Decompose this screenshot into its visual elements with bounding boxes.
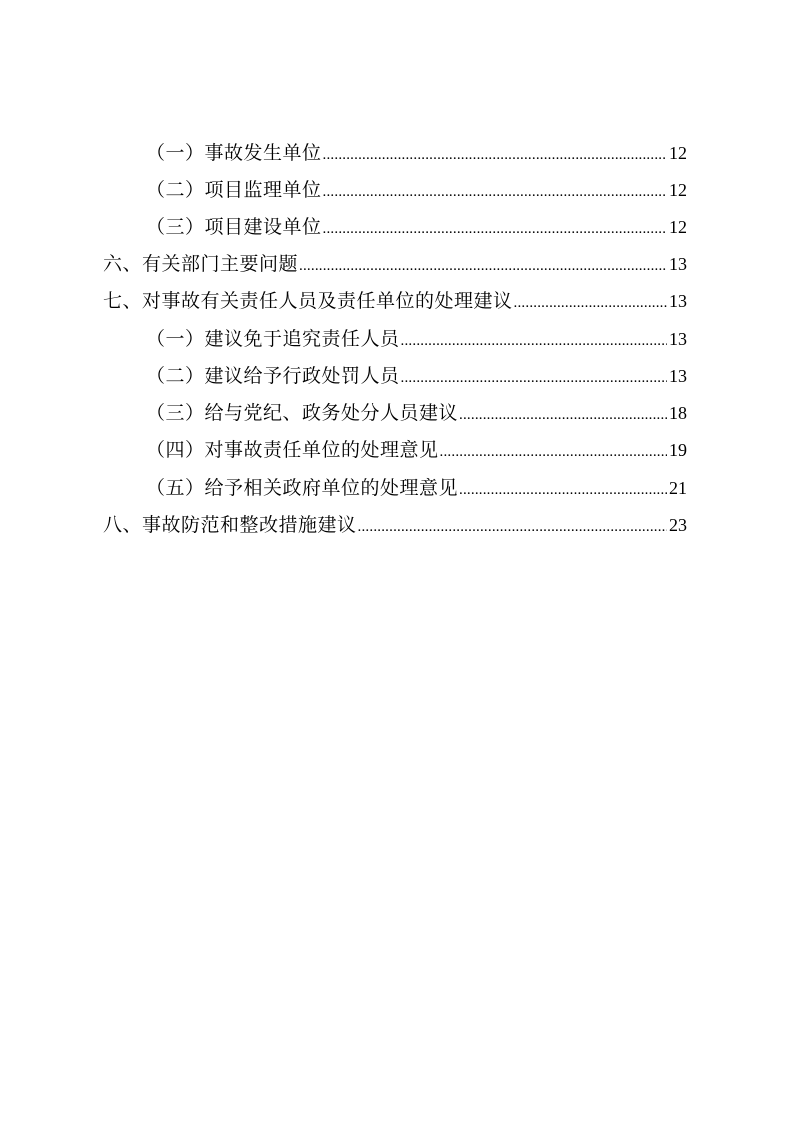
- toc-entry[interactable]: [103, 510, 687, 540]
- toc-entry[interactable]: [146, 324, 687, 354]
- toc-entry[interactable]: [146, 212, 687, 242]
- toc-leader-dots: [440, 437, 667, 467]
- toc-entry-title: 七、对事故有关责任人员及责任单位的处理建议: [103, 290, 513, 312]
- toc-page-number: 13: [669, 329, 687, 349]
- toc-entry-title: 八、事故防范和整改措施建议: [103, 514, 357, 536]
- toc-leader-dots: [299, 251, 667, 281]
- toc-entry-title: 六、有关部门主要问题: [103, 253, 299, 275]
- toc-leader-dots: [401, 363, 667, 393]
- toc-page-number: 13: [669, 291, 687, 311]
- toc-entry-title: （四）对事故责任单位的处理意见: [146, 439, 439, 461]
- toc-page-number: 13: [669, 366, 687, 386]
- toc-leader-dots: [459, 400, 667, 430]
- toc-entry[interactable]: [103, 286, 687, 316]
- toc-leader-dots: [323, 214, 667, 244]
- toc-page-number: 19: [669, 440, 687, 460]
- toc-entry[interactable]: [146, 398, 687, 428]
- toc-entry[interactable]: [146, 473, 687, 503]
- toc-leader-dots: [358, 512, 667, 542]
- toc-entry[interactable]: [103, 249, 687, 279]
- toc-page-number: 23: [669, 515, 687, 535]
- toc-page-number: 18: [669, 403, 687, 423]
- toc-entry-title: （三）项目建设单位: [146, 216, 322, 238]
- toc-leader-dots: [323, 177, 667, 207]
- toc-entry-title: （五）给予相关政府单位的处理意见: [146, 477, 459, 499]
- toc-entry-title: （二）建议给予行政处罚人员: [146, 365, 400, 387]
- toc-entry[interactable]: [146, 175, 687, 205]
- toc-page-number: 12: [669, 180, 687, 200]
- toc-page-number: 13: [669, 254, 687, 274]
- toc-leader-dots: [459, 475, 667, 505]
- toc-entry-title: （二）项目监理单位: [146, 179, 322, 201]
- toc-entry[interactable]: [146, 435, 687, 465]
- toc-leader-dots: [401, 326, 667, 356]
- toc-page-number: 12: [669, 217, 687, 237]
- toc-page-number: 12: [669, 143, 687, 163]
- toc-entry-title: （一）事故发生单位: [146, 142, 322, 164]
- toc-entry[interactable]: [146, 138, 687, 168]
- toc-page-number: 21: [669, 478, 687, 498]
- toc-entry-title: （三）给与党纪、政务处分人员建议: [146, 402, 459, 424]
- toc-leader-dots: [514, 288, 667, 318]
- toc-leader-dots: [323, 140, 667, 170]
- toc-entry-title: （一）建议免于追究责任人员: [146, 328, 400, 350]
- toc-entry[interactable]: [146, 361, 687, 391]
